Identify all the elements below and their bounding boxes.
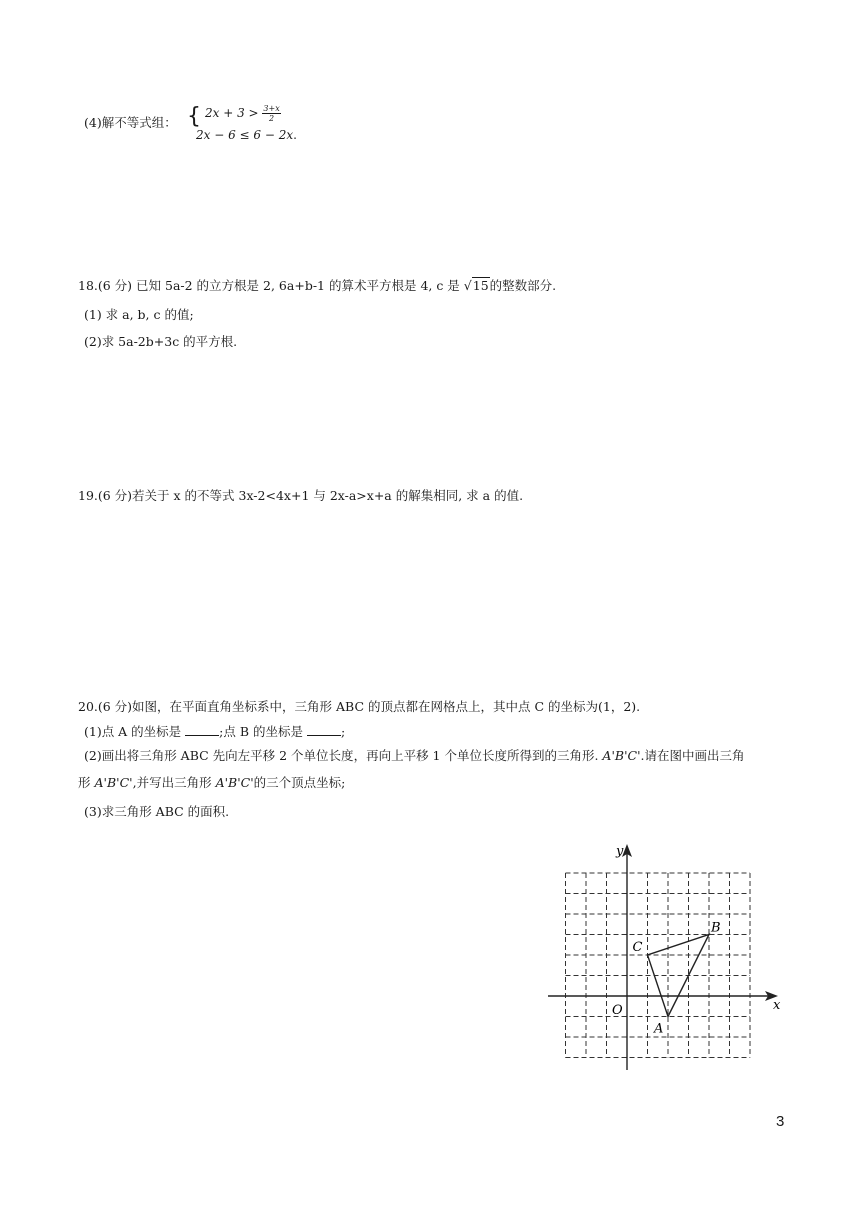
q18-part1: (1) 求 a, b, c 的值;	[84, 307, 194, 322]
q17-4-prefix: (4)解不等式组：	[84, 115, 177, 130]
point-c-label: C	[632, 940, 643, 955]
q20-part2-line1: (2)画出将三角形 ABC 先向左平移 2 个单位长度，再向上平移 1 个单位长度所得到的三角形. A'B'C'.请在图中画出三角	[84, 748, 745, 763]
fraction: $\frac{3+x}{2}$	[263, 104, 280, 123]
answer-blank-b[interactable]	[307, 725, 341, 736]
point-a-label: A	[654, 1021, 664, 1037]
q17-4-inequality-1: 2x + 3 > $\frac{3+x}{2}$	[205, 104, 280, 123]
q19-stem: 19.(6 分)若关于 x 的不等式 3x-2<4x+1 与 2x-a>x+a 的解集相同, 求 a 的值.	[78, 488, 524, 503]
q20-stem: 20.(6 分)如图，在平面直角坐标系中，三角形 ABC 的顶点都在网格点上，其中点 C 的坐标为(1，2).	[78, 699, 641, 714]
triangle-name: A'B'C'	[215, 775, 254, 790]
coordinate-grid-figure	[540, 838, 785, 1078]
origin-label: O	[612, 1003, 623, 1018]
q20-part1: (1)点 A 的坐标是 ;点 B 的坐标是 ;	[84, 724, 346, 739]
y-axis-label: y	[616, 844, 624, 859]
answer-blank-a[interactable]	[185, 725, 219, 736]
point-b-label: B	[711, 920, 721, 936]
page-number: 3	[776, 1113, 785, 1130]
q18-stem: 18.(6 分) 已知 5a-2 的立方根是 2, 6a+b-1 的算术平方根是 4, c 是 √15的整数部分.	[78, 278, 557, 293]
x-axis-label: x	[773, 998, 781, 1013]
sqrt-expression: √15	[463, 278, 489, 293]
triangle-name: A'B'C'	[94, 775, 133, 790]
q18-part2: (2)求 5a-2b+3c 的平方根.	[84, 334, 238, 349]
inequality-system-brace: {	[187, 104, 201, 129]
q20-part3: (3)求三角形 ABC 的面积.	[84, 804, 230, 819]
q17-4-inequality-2: 2x − 6 ≤ 6 − 2x.	[196, 128, 297, 142]
q20-part2-line2: 形 A'B'C',并写出三角形 A'B'C'的三个顶点坐标;	[78, 775, 346, 790]
